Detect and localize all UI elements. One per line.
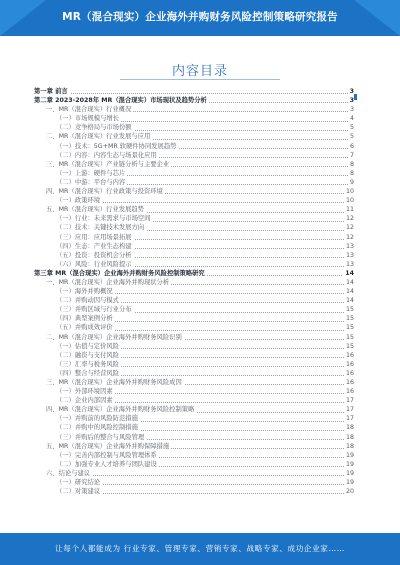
toc-page-number: 19: [345, 451, 354, 459]
toc-page-number: 10: [345, 188, 354, 196]
toc-page-number: 20: [345, 488, 354, 496]
toc-page-number: 4: [349, 115, 354, 123]
toc-entry[interactable]: [34, 378, 354, 387]
toc-page-number: 17: [345, 415, 354, 423]
toc-entry[interactable]: [34, 323, 354, 332]
toc-page-number: 15: [345, 315, 354, 323]
toc-page-number: 10: [345, 197, 354, 205]
toc-entry[interactable]: [34, 105, 354, 114]
toc-entry[interactable]: [34, 305, 354, 314]
toc-entry-title: （一）海外并购概况: [56, 288, 113, 296]
toc-page-number: 8: [349, 169, 354, 177]
toc-entry-title: （二）融资与支付风险: [56, 351, 119, 359]
toc-page-number: 14: [345, 278, 354, 286]
toc-heading: 内容目录: [171, 64, 228, 79]
toc-page-number: 16: [345, 360, 354, 368]
toc-page-number: 3: [349, 97, 354, 105]
toc-entry[interactable]: [34, 114, 354, 123]
toc-entry[interactable]: [34, 369, 354, 378]
toc-page-number: 7: [349, 151, 354, 159]
toc-page-number: 3: [349, 106, 354, 114]
toc-entry-title: 三、MR（混合现实）企业海外并购财务风险成因: [46, 379, 182, 386]
table-of-contents: [34, 87, 354, 496]
toc-entry[interactable]: [34, 169, 354, 178]
toc-entry[interactable]: [34, 278, 354, 287]
toc-entry[interactable]: [34, 405, 354, 414]
toc-page-number: 12: [345, 233, 354, 241]
toc-entry-title: 五、MR（混合现实）企业海外并购保障措施: [46, 442, 170, 450]
toc-leader-dots: [46, 475, 354, 476]
toc-entry[interactable]: [34, 396, 354, 405]
toc-entry[interactable]: [34, 151, 354, 160]
toc-entry-title: （二）技术：关键技术发展方向: [56, 224, 145, 232]
toc-entry[interactable]: [34, 351, 354, 360]
toc-page-number: 18: [345, 442, 354, 450]
toc-leader-dots: [34, 93, 354, 94]
toc-page-number: 5: [349, 133, 354, 141]
toc-entry-title: （六）风险：行业风险提示: [56, 260, 132, 268]
footer-banner: [0, 533, 400, 565]
toc-entry-title: （一）完善内部控制与风险管理体系: [56, 451, 157, 459]
toc-entry-title: 四、MR（混合现实）行业政策与投资环境: [46, 188, 163, 196]
toc-entry[interactable]: [34, 96, 354, 105]
toc-page-number: 5: [349, 124, 354, 132]
toc-entry-title: （四）生态：产业生态构建: [56, 242, 132, 250]
toc-entry[interactable]: [34, 478, 354, 487]
toc-entry-title: （一）上游：硬件与芯片: [56, 169, 126, 177]
toc-page-number: 13: [345, 242, 354, 250]
toc-page-number: 11: [345, 206, 354, 214]
toc-entry[interactable]: [34, 260, 354, 269]
toc-entry-title: （五）并购成效评价: [56, 324, 113, 332]
toc-entry[interactable]: [34, 442, 354, 451]
toc-entry-title: （一）市场规模与增长: [56, 115, 119, 123]
toc-page-number: 18: [345, 424, 354, 432]
toc-page-number: 19: [345, 469, 354, 477]
toc-entry[interactable]: [34, 196, 354, 205]
toc-entry-title: （三）并购后的整合与风险管理: [56, 433, 145, 441]
toc-page-number: 16: [345, 379, 354, 386]
toc-page-number: 13: [345, 251, 354, 259]
toc-entry-title: （一）外部环境因素: [56, 388, 113, 396]
toc-page-number: 15: [345, 342, 354, 350]
toc-entry-title: （三）并购区域与行业分布: [56, 306, 132, 314]
toc-page-number: 3: [349, 88, 354, 95]
toc-entry[interactable]: [34, 233, 354, 242]
toc-entry[interactable]: [34, 214, 354, 223]
toc-entry[interactable]: [34, 160, 354, 169]
toc-page-number: 19: [345, 479, 354, 487]
toc-entry-title: 三、MR（混合现实）产业链分析与主要企业: [46, 160, 170, 168]
toc-page-number: 12: [345, 215, 354, 223]
header-banner: [0, 0, 400, 36]
toc-page-number: 16: [345, 351, 354, 359]
toc-page-number: 9: [349, 178, 354, 186]
toc-page-number: 13: [345, 260, 354, 268]
toc-page-number: 14: [345, 288, 354, 296]
toc-entry-title: 四、MR（混合现实）企业海外并购财务风险控制策略: [46, 406, 195, 414]
toc-page-number: 16: [345, 388, 354, 396]
toc-entry-title: （一）研究结论: [56, 479, 101, 487]
toc-entry[interactable]: [34, 314, 354, 323]
toc-entry[interactable]: [34, 433, 354, 442]
toc-entry-title: （五）投资：投资机会分析: [56, 251, 132, 259]
toc-entry[interactable]: [34, 360, 354, 369]
toc-entry[interactable]: [34, 469, 354, 478]
chapter-marker: [354, 94, 357, 100]
toc-entry[interactable]: [34, 123, 354, 132]
toc-entry[interactable]: [34, 451, 354, 460]
toc-entry-title: （一）估值与定价风险: [56, 342, 119, 350]
toc-page-number: 18: [345, 433, 354, 441]
toc-page-number: 15: [345, 333, 354, 341]
toc-entry[interactable]: [34, 178, 354, 187]
toc-entry[interactable]: [34, 242, 354, 251]
toc-entry-title: 五、MR（混合现实）行业发展趋势: [46, 206, 144, 214]
toc-entry[interactable]: [34, 142, 354, 151]
toc-entry-title: 第二章 2023-2028年 MR（混合现实）市场现状及趋势分析: [34, 97, 207, 105]
toc-page-number: 12: [345, 224, 354, 232]
toc-entry[interactable]: [34, 251, 354, 260]
toc-entry-title: 六、结论与建议: [46, 469, 91, 477]
toc-entry-title: 一、MR（混合现实）行业概况: [46, 106, 132, 114]
toc-entry-title: （二）企业内部因素: [56, 397, 113, 405]
toc-entry[interactable]: [34, 342, 354, 351]
toc-page-number: 15: [345, 324, 354, 332]
footer-slogan: 让每个人都能成为 行业专家、管理专家、营销专家、战略专家、成功企业家……: [55, 544, 345, 553]
toc-entry-title: （一）行业：未来需求与市场空间: [56, 215, 151, 223]
toc-entry-title: 第三章 MR（混合现实）企业海外并购财务风险控制策略研究: [34, 269, 205, 277]
toc-entry-title: （二）并购中的风险控制措施: [56, 424, 138, 432]
toc-entry-title: （三）应用：应用场景拓展: [56, 233, 132, 241]
toc-entry-title: （二）竞争格局与市场份额: [56, 124, 132, 132]
toc-entry[interactable]: [34, 296, 354, 305]
toc-entry[interactable]: [34, 287, 354, 296]
toc-entry-title: 二、MR（混合现实）企业海外并购财务风险识别: [46, 333, 182, 341]
toc-page-number: 17: [345, 406, 354, 414]
toc-entry[interactable]: [34, 87, 354, 96]
toc-entry-title: （四）典型案例分析: [56, 315, 113, 323]
toc-entry-title: （一）政策环境: [56, 197, 101, 205]
toc-page-number: 15: [345, 306, 354, 314]
toc-entry-title: （二）内容：内容生态与场景化应用: [56, 151, 157, 159]
toc-entry-title: （二）并购动因与模式: [56, 297, 119, 305]
toc-entry-title: （二）对策建议: [56, 488, 101, 496]
toc-entry-title: （二）中游：平台与内容: [56, 178, 126, 186]
toc-page-number: 16: [345, 369, 354, 377]
toc-page-number: 19: [345, 460, 354, 468]
toc-entry[interactable]: [34, 187, 354, 196]
toc-page-number: 14: [345, 269, 354, 277]
toc-entry[interactable]: [34, 205, 354, 214]
toc-entry[interactable]: [34, 333, 354, 342]
toc-entry-title: （三）汇率与税务风险: [56, 360, 119, 368]
toc-entry[interactable]: [34, 460, 354, 469]
toc-entry[interactable]: [34, 487, 354, 496]
toc-entry-title: （二）加强专业人才培养与团队建设: [56, 460, 157, 468]
toc-entry[interactable]: [34, 414, 354, 423]
toc-page-number: 6: [349, 142, 354, 150]
toc-entry[interactable]: [34, 387, 354, 396]
toc-entry-title: （四）整合与经营风险: [56, 369, 119, 377]
toc-entry-title: 二、MR（混合现实）行业发展与应用: [46, 133, 151, 141]
toc-entry-title: （一）技术：5G+MR 软硬件协同发展趋势: [56, 142, 177, 150]
report-title: MR（混合现实）企业海外并购财务风险控制策略研究报告: [62, 11, 338, 23]
toc-entry-title: 一、MR（混合现实）企业海外并购现状分析: [46, 278, 170, 286]
toc-page-number: 17: [345, 397, 354, 405]
toc-page-number: 14: [345, 297, 354, 305]
toc-heading-divider: [120, 79, 280, 80]
toc-page-number: 8: [349, 160, 354, 168]
toc-entry[interactable]: [34, 423, 354, 432]
toc-entry[interactable]: [34, 132, 354, 141]
toc-entry-title: （一）并购前的风险防范措施: [56, 415, 138, 423]
toc-entry[interactable]: [34, 269, 354, 278]
toc-entry-title: 第一章 前言: [34, 88, 68, 95]
toc-entry[interactable]: [34, 223, 354, 232]
